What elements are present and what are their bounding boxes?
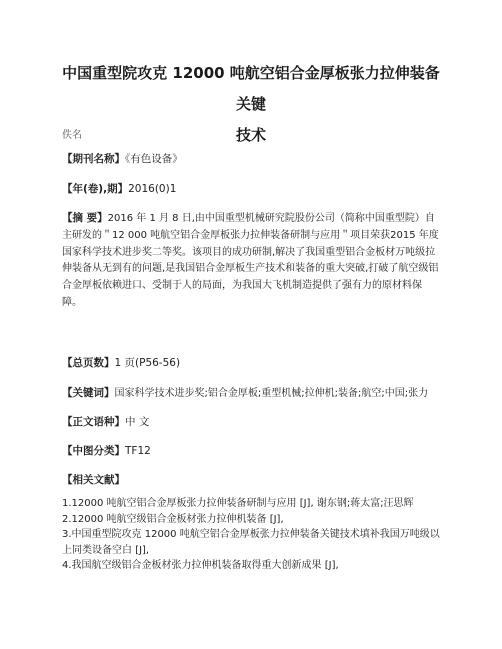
abstract-label: 【摘 要】 xyxy=(62,212,108,224)
keywords-value: 国家科学技术进步奖;铝合金厚板;重型机械;拉伸机;装备;航空;中国;张力 xyxy=(114,388,429,399)
classification-label: 【中图分类】 xyxy=(62,445,125,457)
reference-item: 4.我国航空级铝合金板材张力拉伸机装备取得重大创新成果 [J], xyxy=(62,560,339,572)
keywords-label: 【关键词】 xyxy=(62,387,115,399)
classification-field xyxy=(62,444,151,459)
language-label: 【正文语种】 xyxy=(62,416,125,428)
classification-value: TF12 xyxy=(125,445,151,457)
references-list xyxy=(62,496,442,574)
abstract xyxy=(62,210,440,312)
journal-value: 《有色设备》 xyxy=(125,153,183,165)
year-issue-label: 【年(卷),期】 xyxy=(62,183,129,195)
related-field xyxy=(62,473,125,488)
journal-label: 【期刊名称】 xyxy=(62,153,125,165)
title-line-1: 中国重型院攻克 12000 吨航空铝合金厚板张力拉伸装备关键 xyxy=(62,64,440,113)
author: 佚名 xyxy=(62,130,82,141)
reference-item: 3.中国重型院攻克 12000 吨航空铝合金厚板张力拉伸装备关键技术填补我国万吨级以上同类设备空白 [J], xyxy=(62,529,440,556)
pages-label: 【总页数】 xyxy=(62,357,115,369)
pages-value: 1 页(P56-56) xyxy=(114,357,181,369)
reference-item: 2.12000 吨航空级铝合金板材张力拉伸机装备 [J], xyxy=(62,513,284,525)
page-title xyxy=(56,58,446,151)
year-issue-field xyxy=(62,182,176,197)
pages-field xyxy=(62,356,180,371)
related-label: 【相关文献】 xyxy=(62,474,125,486)
language-field xyxy=(62,415,149,430)
language-value: 中 文 xyxy=(125,416,150,428)
journal-field xyxy=(62,152,183,167)
abstract-text: 2016 年 1 月 8 日,由中国重型机械研究院股份公司（简称中国重型院）自主研发的＂12 000 吨航空铝合金厚板张力拉伸装备研制与应用＂项目荣获2015 年度国家科学技术进步奖二等奖。该项目的成功研制,解决了我国重型铝合金板材万吨级拉伸装备从无到有的问题,是我国铝合金厚板生产技术和装备的重大突破,打破了航空级铝合金厚板依赖进口、受制于人的局面，为我国大飞机制造提供了强有力的原材料保障。 xyxy=(62,213,439,308)
reference-item: 1.12000 吨航空铝合金厚板张力拉伸装备研制与应用 [J], 谢东钢;蒋太富;汪思辉 xyxy=(62,498,414,509)
year-issue-value: 2016(0)1 xyxy=(128,183,177,195)
keywords-field xyxy=(62,386,428,401)
title-line-2: 技术 xyxy=(235,126,266,144)
